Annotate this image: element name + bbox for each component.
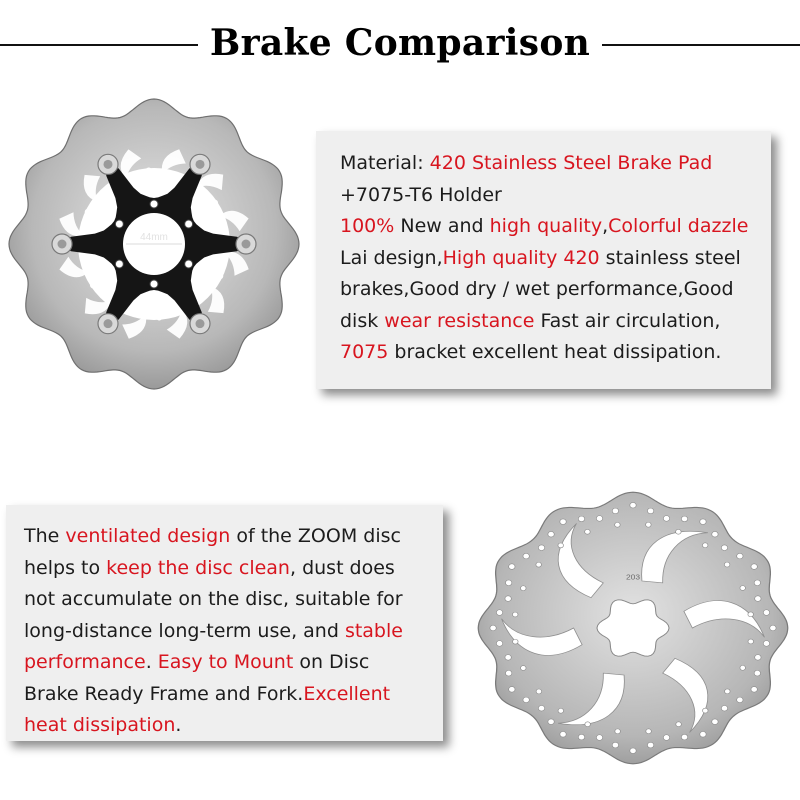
highlight-text: keep the disc clean	[106, 556, 290, 579]
highlight-text: Colorful dazzle	[608, 215, 749, 237]
highlight-text: high quality	[489, 215, 603, 237]
highlight-text: 420 Stainless Steel Brake Pad	[429, 152, 713, 174]
bolt-hole	[150, 200, 158, 208]
bolt-hole	[150, 280, 158, 288]
text-fragment: Fast air circulation,	[534, 309, 721, 332]
highlight-text: Easy to Mount	[157, 651, 294, 673]
text-fragment: helps to	[24, 556, 107, 579]
ventilated-design-card	[6, 505, 443, 741]
text-fragment: bracket excellent heat dissipation.	[388, 341, 722, 363]
bolt-hole	[185, 220, 193, 228]
ventilated-design-text	[24, 521, 439, 742]
text-fragment: Lai design,	[340, 246, 443, 269]
wave-disc-rotor-image	[466, 478, 800, 778]
page-title: Brake Comparison	[209, 22, 591, 64]
material-description-card	[316, 131, 771, 389]
header-rule-right	[602, 44, 800, 46]
center-hole-size-label: 44mm	[140, 232, 168, 243]
text-fragment: , dust does	[289, 556, 395, 579]
text-fragment: Brake Ready Frame and Fork.	[24, 682, 304, 705]
text-fragment: .	[145, 651, 158, 673]
material-description-text	[340, 148, 765, 369]
highlight-text: wear resistance	[384, 309, 535, 332]
text-fragment: brakes,Good dry / wet performance,Good	[340, 278, 734, 300]
text-fragment: .	[175, 714, 182, 736]
highlight-text: 7075	[340, 341, 389, 363]
bolt-hole	[115, 260, 123, 268]
text-fragment: stainless steel	[599, 246, 741, 269]
highlight-text: stable	[344, 619, 403, 642]
text-fragment: long-distance long-term use, and	[24, 619, 345, 642]
bolt-hole	[115, 220, 123, 228]
bolt-hole	[185, 260, 193, 268]
highlight-text: 100%	[340, 215, 395, 237]
rotor-size-marking: 203	[625, 573, 641, 582]
text-fragment: Material:	[340, 152, 430, 174]
highlight-text: ventilated design	[65, 525, 231, 547]
text-fragment: on Disc	[293, 651, 370, 673]
text-fragment: New and	[394, 215, 490, 237]
highlight-text: High quality 420	[442, 246, 600, 269]
text-fragment: +7075-T6 Holder	[340, 183, 502, 206]
highlight-text: performance	[24, 651, 146, 673]
text-fragment: disk	[340, 309, 385, 332]
highlight-text: Excellent	[303, 682, 391, 705]
highlight-text: heat dissipation	[24, 714, 176, 736]
text-fragment: The	[24, 525, 66, 547]
floating-disc-rotor-image	[4, 94, 304, 394]
section-header	[0, 18, 800, 74]
text-fragment: ,	[602, 215, 609, 237]
text-fragment: of the ZOOM disc	[230, 525, 401, 547]
text-fragment: not accumulate on the disc, suitable for	[24, 588, 403, 610]
